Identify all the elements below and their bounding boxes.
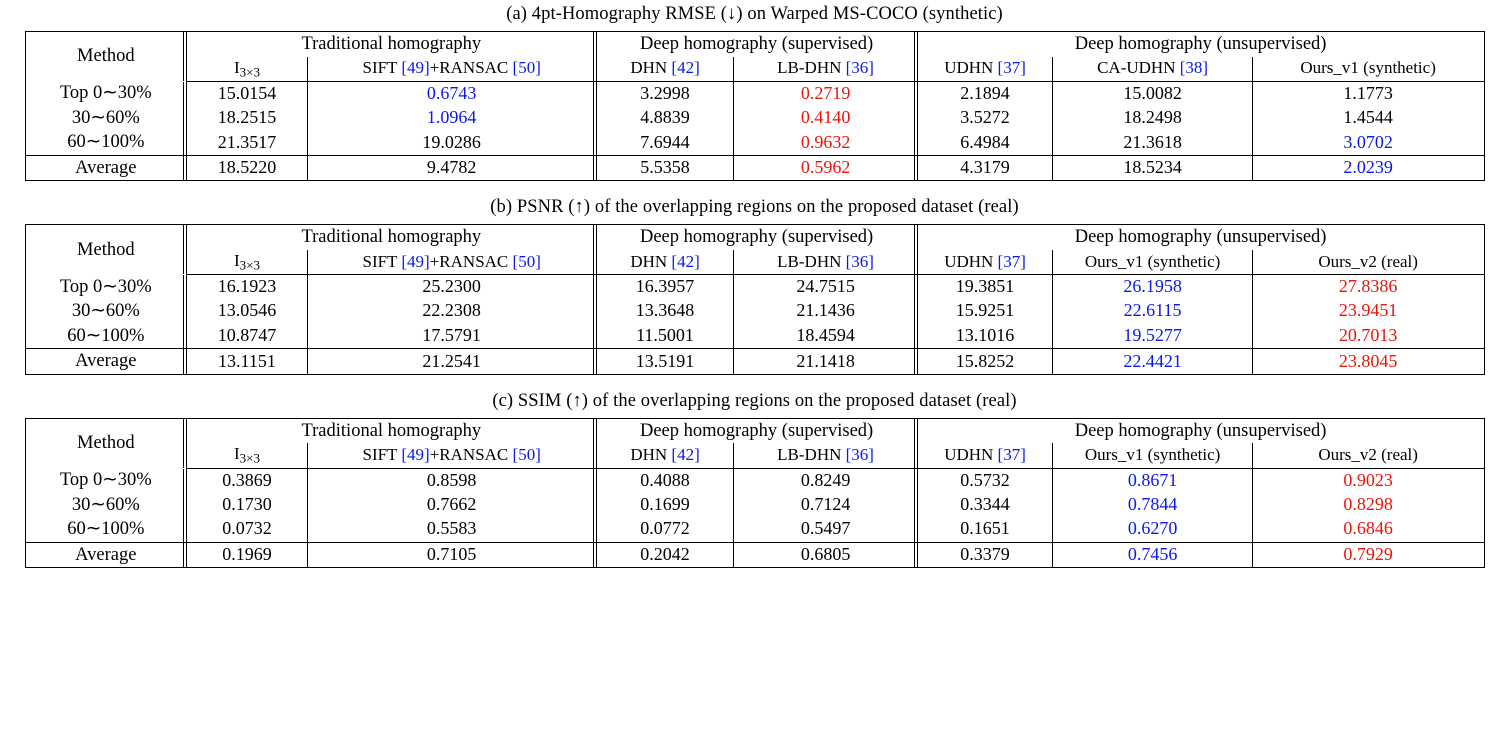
- header-col-sift: SIFT [49]+RANSAC [50]: [307, 443, 596, 468]
- data-cell: 13.1151: [187, 349, 308, 375]
- data-cell: 20.7013: [1252, 324, 1484, 349]
- table-group-header-row: [25, 418, 1484, 443]
- citation-ref[interactable]: [49]: [401, 58, 430, 78]
- data-cell: 15.0082: [1053, 81, 1252, 106]
- table-block-a: [0, 4, 1509, 181]
- header-method: Method: [77, 433, 135, 454]
- data-cell: 0.8671: [1053, 468, 1252, 493]
- data-cell: 0.7124: [734, 493, 917, 518]
- header-group-unsupervised: Deep homography (unsupervised): [917, 32, 1484, 57]
- data-cell: 0.1699: [596, 493, 734, 518]
- data-cell: 2.1894: [917, 81, 1053, 106]
- table-column-header-row: [25, 443, 1484, 468]
- row-label: 60∼100%: [67, 132, 145, 153]
- data-cell: 13.1016: [917, 324, 1053, 349]
- table-row: [25, 299, 1484, 324]
- citation-ref[interactable]: [42]: [671, 445, 700, 465]
- data-cell: 0.6805: [734, 542, 917, 568]
- data-cell: 0.5962: [734, 155, 917, 181]
- data-cell: 26.1958: [1053, 275, 1252, 300]
- citation-ref[interactable]: [38]: [1179, 58, 1209, 78]
- row-label: Top 0∼30%: [59, 470, 152, 491]
- data-cell: 21.1418: [734, 349, 917, 375]
- data-cell: 0.8298: [1252, 493, 1484, 518]
- header-col-lbdhn: LB-DHN [36]: [734, 443, 917, 468]
- header-group-supervised: Deep homography (supervised): [596, 32, 917, 57]
- table-caption: (b) PSNR (↑) of the overlapping regions on the proposed dataset (real): [490, 197, 1019, 218]
- row-label: Average: [25, 155, 187, 181]
- data-cell: 0.1730: [187, 493, 308, 518]
- data-cell: 19.5277: [1053, 324, 1252, 349]
- citation-ref[interactable]: [50]: [512, 58, 541, 78]
- header-col-6: Ours_v1 (synthetic): [1053, 443, 1252, 468]
- table-block-c: [0, 391, 1509, 568]
- citation-ref[interactable]: [36]: [845, 251, 874, 271]
- data-cell: 0.7105: [307, 542, 596, 568]
- citation-ref[interactable]: [50]: [512, 251, 541, 271]
- table-row: [25, 155, 1484, 181]
- header-col-udhn: UDHN [37]: [917, 443, 1053, 468]
- data-cell: 0.3344: [917, 493, 1053, 518]
- header-group-unsupervised: Deep homography (unsupervised): [917, 418, 1484, 443]
- header-col-identity: I3×3: [187, 250, 308, 275]
- data-cell: 13.0546: [187, 299, 308, 324]
- table-row: [25, 130, 1484, 155]
- data-cell: 22.6115: [1053, 299, 1252, 324]
- data-cell: 0.7662: [307, 493, 596, 518]
- data-cell: 4.3179: [917, 155, 1053, 181]
- data-cell: 6.4984: [917, 130, 1053, 155]
- data-cell: 25.2300: [307, 275, 596, 300]
- citation-ref[interactable]: [49]: [401, 251, 430, 271]
- header-col-7: Ours_v2 (real): [1252, 443, 1484, 468]
- table-row: [25, 324, 1484, 349]
- citation-ref[interactable]: [42]: [671, 58, 700, 78]
- data-cell: 0.6743: [307, 81, 596, 106]
- data-cell: 0.2719: [734, 81, 917, 106]
- data-cell: 0.7844: [1053, 493, 1252, 518]
- table-column-header-row: [25, 57, 1484, 82]
- data-cell: 0.9632: [734, 130, 917, 155]
- data-cell: 1.0964: [307, 106, 596, 131]
- table-caption: (a) 4pt-Homography RMSE (↓) on Warped MS-COCO (synthetic): [506, 4, 1003, 24]
- data-cell: 0.0772: [596, 517, 734, 542]
- data-cell: 23.9451: [1252, 299, 1484, 324]
- data-cell: 22.2308: [307, 299, 596, 324]
- data-cell: 19.0286: [307, 130, 596, 155]
- data-cell: 18.4594: [734, 324, 917, 349]
- results-table: [25, 418, 1485, 568]
- header-col-identity: I3×3: [187, 57, 308, 82]
- data-cell: 0.5497: [734, 517, 917, 542]
- header-group-traditional: Traditional homography: [187, 32, 596, 57]
- header-col-6: Ours_v1 (synthetic): [1053, 250, 1252, 275]
- data-cell: 0.8598: [307, 468, 596, 493]
- data-cell: 0.4088: [596, 468, 734, 493]
- header-group-traditional: Traditional homography: [187, 418, 596, 443]
- header-col-dhn: DHN [42]: [596, 57, 734, 82]
- citation-ref[interactable]: [37]: [997, 445, 1026, 465]
- results-table: [25, 224, 1485, 374]
- results-table: [25, 31, 1485, 181]
- row-label: 30∼60%: [71, 301, 140, 322]
- row-label: Average: [25, 542, 187, 568]
- citation-ref[interactable]: [42]: [671, 251, 700, 271]
- table-caption: (c) SSIM (↑) of the overlapping regions on the proposed dataset (real): [492, 390, 1017, 411]
- data-cell: 21.3618: [1053, 130, 1252, 155]
- data-cell: 3.2998: [596, 81, 734, 106]
- data-cell: 19.3851: [917, 275, 1053, 300]
- header-col-dhn: DHN [42]: [596, 250, 734, 275]
- header-col-dhn: DHN [42]: [596, 443, 734, 468]
- citation-ref[interactable]: [36]: [845, 445, 874, 465]
- table-row: [25, 275, 1484, 300]
- data-cell: 23.8045: [1252, 349, 1484, 375]
- citation-ref[interactable]: [37]: [997, 251, 1026, 271]
- table-row: [25, 81, 1484, 106]
- header-col-udhn: UDHN [37]: [917, 250, 1053, 275]
- row-label: 30∼60%: [71, 107, 140, 128]
- row-label: 30∼60%: [71, 494, 140, 515]
- header-group-supervised: Deep homography (supervised): [596, 418, 917, 443]
- data-cell: 1.1773: [1252, 81, 1484, 106]
- data-cell: 0.8249: [734, 468, 917, 493]
- header-col-7: Ours_v2 (real): [1252, 250, 1484, 275]
- data-cell: 1.4544: [1252, 106, 1484, 131]
- data-cell: 17.5791: [307, 324, 596, 349]
- table-column-header-row: [25, 250, 1484, 275]
- data-cell: 0.7456: [1053, 542, 1252, 568]
- data-cell: 18.2498: [1053, 106, 1252, 131]
- citation-ref[interactable]: [49]: [401, 445, 430, 465]
- data-cell: 22.4421: [1053, 349, 1252, 375]
- data-cell: 0.1651: [917, 517, 1053, 542]
- table-group-header-row: [25, 32, 1484, 57]
- row-label: 60∼100%: [67, 325, 145, 346]
- data-cell: 15.9251: [917, 299, 1053, 324]
- header-group-unsupervised: Deep homography (unsupervised): [917, 225, 1484, 250]
- table-row: [25, 349, 1484, 375]
- row-label: Top 0∼30%: [59, 276, 152, 297]
- header-method: Method: [77, 239, 135, 260]
- data-cell: 11.5001: [596, 324, 734, 349]
- table-row: [25, 517, 1484, 542]
- data-cell: 21.3517: [187, 130, 308, 155]
- data-cell: 0.9023: [1252, 468, 1484, 493]
- table-row: [25, 542, 1484, 568]
- data-cell: 27.8386: [1252, 275, 1484, 300]
- table-row: [25, 106, 1484, 131]
- header-col-lbdhn: LB-DHN [36]: [734, 57, 917, 82]
- header-col-sift: SIFT [49]+RANSAC [50]: [307, 250, 596, 275]
- data-cell: 0.5583: [307, 517, 596, 542]
- header-group-supervised: Deep homography (supervised): [596, 225, 917, 250]
- data-cell: 0.3869: [187, 468, 308, 493]
- header-col-lbdhn: LB-DHN [36]: [734, 250, 917, 275]
- data-cell: 0.2042: [596, 542, 734, 568]
- table-row: [25, 468, 1484, 493]
- data-cell: 0.6270: [1053, 517, 1252, 542]
- citation-ref[interactable]: [37]: [997, 58, 1026, 78]
- data-cell: 4.8839: [596, 106, 734, 131]
- data-cell: 18.5234: [1053, 155, 1252, 181]
- data-cell: 18.5220: [187, 155, 308, 181]
- header-col-sift: SIFT [49]+RANSAC [50]: [307, 57, 596, 82]
- data-cell: 16.1923: [187, 275, 308, 300]
- data-cell: 13.3648: [596, 299, 734, 324]
- citation-ref[interactable]: [36]: [845, 58, 874, 78]
- header-col-6: CA-UDHN [38]: [1053, 57, 1252, 82]
- header-col-identity: I3×3: [187, 443, 308, 468]
- data-cell: 0.7929: [1252, 542, 1484, 568]
- data-cell: 21.1436: [734, 299, 917, 324]
- header-method: Method: [77, 46, 135, 67]
- data-cell: 5.5358: [596, 155, 734, 181]
- data-cell: 0.1969: [187, 542, 308, 568]
- data-cell: 9.4782: [307, 155, 596, 181]
- data-cell: 15.8252: [917, 349, 1053, 375]
- data-cell: 0.3379: [917, 542, 1053, 568]
- data-cell: 10.8747: [187, 324, 308, 349]
- header-col-udhn: UDHN [37]: [917, 57, 1053, 82]
- row-label: Top 0∼30%: [59, 83, 152, 104]
- data-cell: 24.7515: [734, 275, 917, 300]
- row-label: 60∼100%: [67, 519, 145, 540]
- data-cell: 0.0732: [187, 517, 308, 542]
- data-cell: 7.6944: [596, 130, 734, 155]
- data-cell: 3.5272: [917, 106, 1053, 131]
- data-cell: 0.4140: [734, 106, 917, 131]
- data-cell: 2.0239: [1252, 155, 1484, 181]
- data-cell: 13.5191: [596, 349, 734, 375]
- data-cell: 3.0702: [1252, 130, 1484, 155]
- citation-ref[interactable]: [50]: [512, 445, 541, 465]
- data-cell: 18.2515: [187, 106, 308, 131]
- table-row: [25, 493, 1484, 518]
- data-cell: 15.0154: [187, 81, 308, 106]
- data-cell: 0.5732: [917, 468, 1053, 493]
- data-cell: 0.6846: [1252, 517, 1484, 542]
- table-block-b: [0, 197, 1509, 374]
- table-group-header-row: [25, 225, 1484, 250]
- tables-container: [0, 4, 1509, 568]
- header-col-7: Ours_v1 (synthetic): [1252, 57, 1484, 82]
- header-group-traditional: Traditional homography: [187, 225, 596, 250]
- data-cell: 16.3957: [596, 275, 734, 300]
- row-label: Average: [25, 349, 187, 375]
- data-cell: 21.2541: [307, 349, 596, 375]
